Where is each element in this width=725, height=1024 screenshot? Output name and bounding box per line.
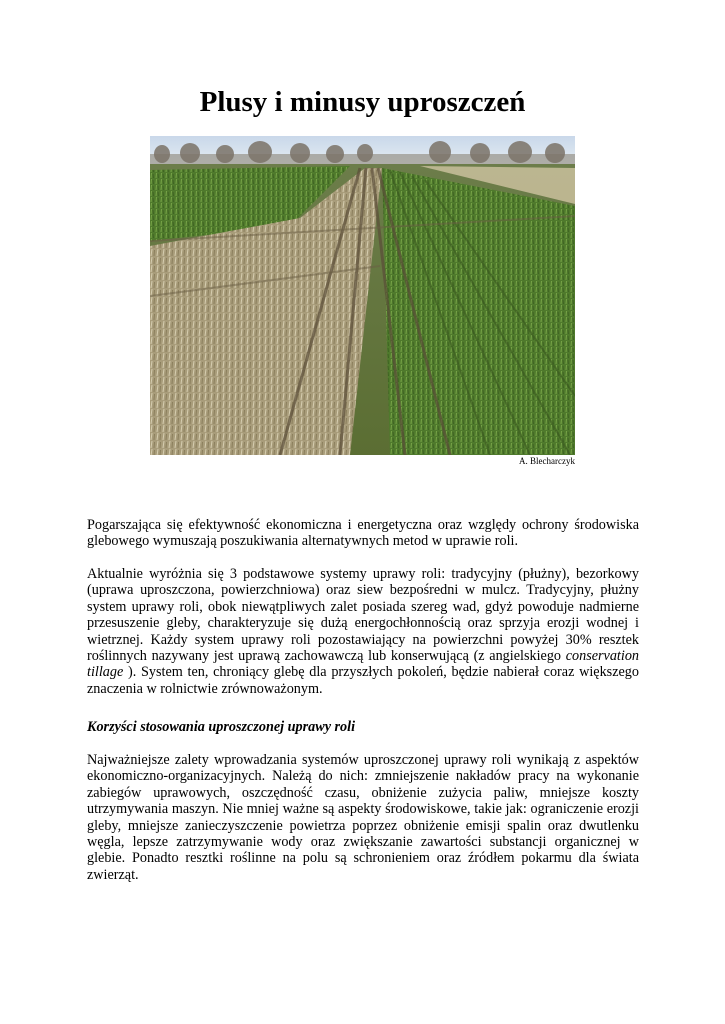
conservation-tillage-term: conservation tillage bbox=[87, 648, 640, 681]
systems-paragraph-end: ). System ten, chroniący glebę dla przyszłych pokoleń, będzie nabierał coraz większego znaczenia w rolnictwie zrównoważonym. bbox=[87, 664, 639, 697]
intro-paragraph: Pogarszająca się efektywność ekonomiczna i energetyczna oraz względy ochrony środowiska glebowego wymuszają poszukiwania alternatywnych metod w uprawie roli. bbox=[87, 517, 639, 550]
field-photo bbox=[150, 136, 575, 455]
photo-credit: A. Blecharczyk bbox=[519, 456, 575, 466]
systems-paragraph bbox=[87, 566, 639, 697]
systems-paragraph-text: Aktualnie wyróżnia się 3 podstawowe systemy uprawy roli: tradycyjny (płużny), bezorkowy (uprawa uproszczona, powierzchniowa) oraz siew bezpośredni w mulcz. Tradycyjny, płużny system uprawy roli, obok niewątpliwych zalet posiada szereg wad, gdyż powoduje nadmierne przesuszenie gleby, charakteryzuje się dużą energochłonnością oraz sprzyja erozji wodnej i wietrznej. Każdy system uprawy roli pozostawiający na powierzchni powyżej 30% resztek roślinnych nazywany jest uprawą zachowawczą lub konserwującą (z angielskiego bbox=[87, 566, 639, 665]
benefits-paragraph: Najważniejsze zalety wprowadzania systemów uproszczonej uprawy roli wynikają z aspektów ekonomiczno-organizacyjnych. Należą do nich: zmniejszenie nakładów pracy na wykonanie zabiegów uprawowych, oszczędność czasu, obniżenie zużycia paliw, mniejsze koszty utrzymywania maszyn. Nie mniej ważne są aspekty środowiskowe, takie jak: ograniczenie erozji gleby, mniejsze zanieczyszczenie powietrza poprzez obniżenie emisji spalin oraz dwutlenku węgla, lepsze zatrzymywanie wody oraz zwiększanie zawartości substancji organicznej w glebie. Ponadto resztki roślinne na polu są schronieniem oraz źródłem pokarmu dla świata zwierząt. bbox=[87, 752, 639, 883]
page-title: Plusy i minusy uproszczeń bbox=[199, 86, 526, 118]
section-heading: Korzyści stosowania uproszczonej uprawy roli bbox=[87, 719, 356, 735]
